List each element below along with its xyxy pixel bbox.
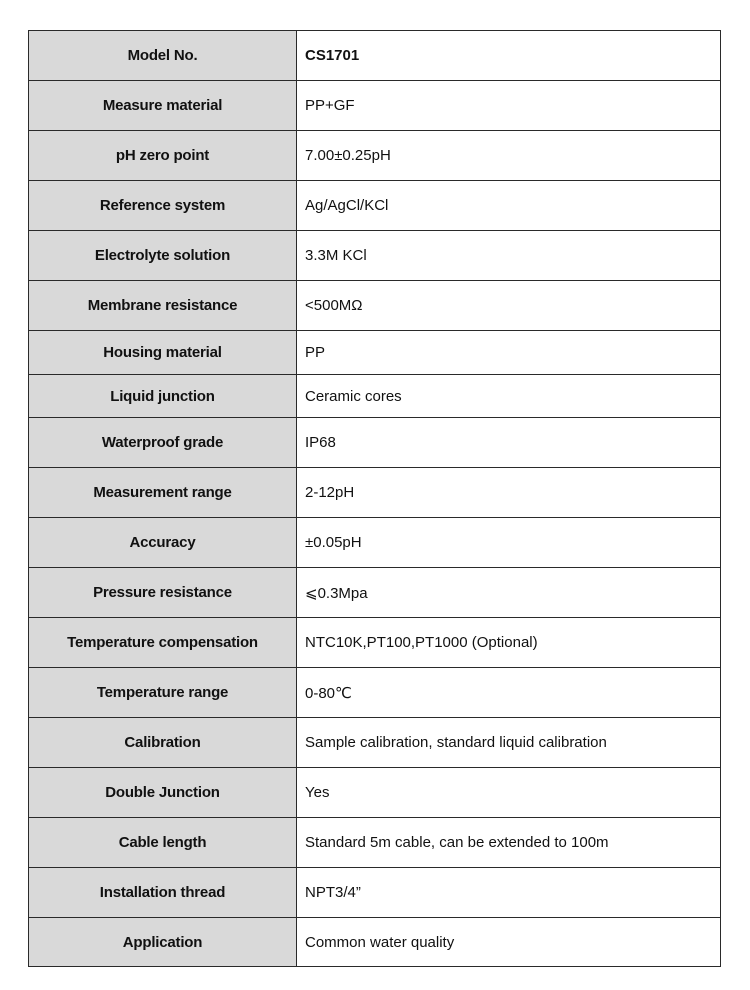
spec-label: Installation thread — [29, 868, 297, 918]
table-row — [29, 418, 721, 468]
spec-value: 7.00±0.25pH — [297, 131, 721, 181]
spec-value: Standard 5m cable, can be extended to 100m — [297, 818, 721, 868]
spec-value: Yes — [297, 768, 721, 818]
spec-label: Cable length — [29, 818, 297, 868]
table-row — [29, 668, 721, 718]
spec-value: ±0.05pH — [297, 518, 721, 568]
spec-label: Accuracy — [29, 518, 297, 568]
spec-value: 2-12pH — [297, 468, 721, 518]
spec-label: Electrolyte solution — [29, 231, 297, 281]
table-row — [29, 618, 721, 668]
table-row — [29, 818, 721, 868]
spec-value: <500MΩ — [297, 281, 721, 331]
spec-label: Membrane resistance — [29, 281, 297, 331]
table-row — [29, 468, 721, 518]
table-row — [29, 868, 721, 918]
spec-label: Model No. — [29, 31, 297, 81]
spec-label: Measure material — [29, 81, 297, 131]
spec-label: Temperature compensation — [29, 618, 297, 668]
spec-table — [28, 30, 721, 967]
spec-label: Double Junction — [29, 768, 297, 818]
table-row — [29, 181, 721, 231]
spec-label: Application — [29, 918, 297, 967]
table-row — [29, 518, 721, 568]
table-row — [29, 281, 721, 331]
spec-value: Sample calibration, standard liquid calibration — [297, 718, 721, 768]
spec-value: Ceramic cores — [297, 375, 721, 418]
spec-value: CS1701 — [297, 31, 721, 81]
spec-value: 0-80℃ — [297, 668, 721, 718]
spec-label: Reference system — [29, 181, 297, 231]
table-row — [29, 31, 721, 81]
spec-label: Liquid junction — [29, 375, 297, 418]
table-row — [29, 81, 721, 131]
spec-label: Measurement range — [29, 468, 297, 518]
spec-value: PP — [297, 331, 721, 375]
table-row — [29, 718, 721, 768]
table-row — [29, 331, 721, 375]
spec-label: Calibration — [29, 718, 297, 768]
spec-table-body — [29, 31, 721, 967]
table-row — [29, 768, 721, 818]
table-row — [29, 568, 721, 618]
spec-value: PP+GF — [297, 81, 721, 131]
spec-label: Temperature range — [29, 668, 297, 718]
spec-value: 3.3M KCl — [297, 231, 721, 281]
spec-value: IP68 — [297, 418, 721, 468]
spec-label: pH zero point — [29, 131, 297, 181]
spec-value: NPT3/4” — [297, 868, 721, 918]
table-row — [29, 375, 721, 418]
spec-label: Housing material — [29, 331, 297, 375]
spec-value: Common water quality — [297, 918, 721, 967]
spec-value: ⩽0.3Mpa — [297, 568, 721, 618]
spec-value: NTC10K,PT100,PT1000 (Optional) — [297, 618, 721, 668]
spec-value: Ag/AgCl/KCl — [297, 181, 721, 231]
table-row — [29, 231, 721, 281]
table-row — [29, 918, 721, 967]
table-row — [29, 131, 721, 181]
spec-label: Pressure resistance — [29, 568, 297, 618]
spec-label: Waterproof grade — [29, 418, 297, 468]
